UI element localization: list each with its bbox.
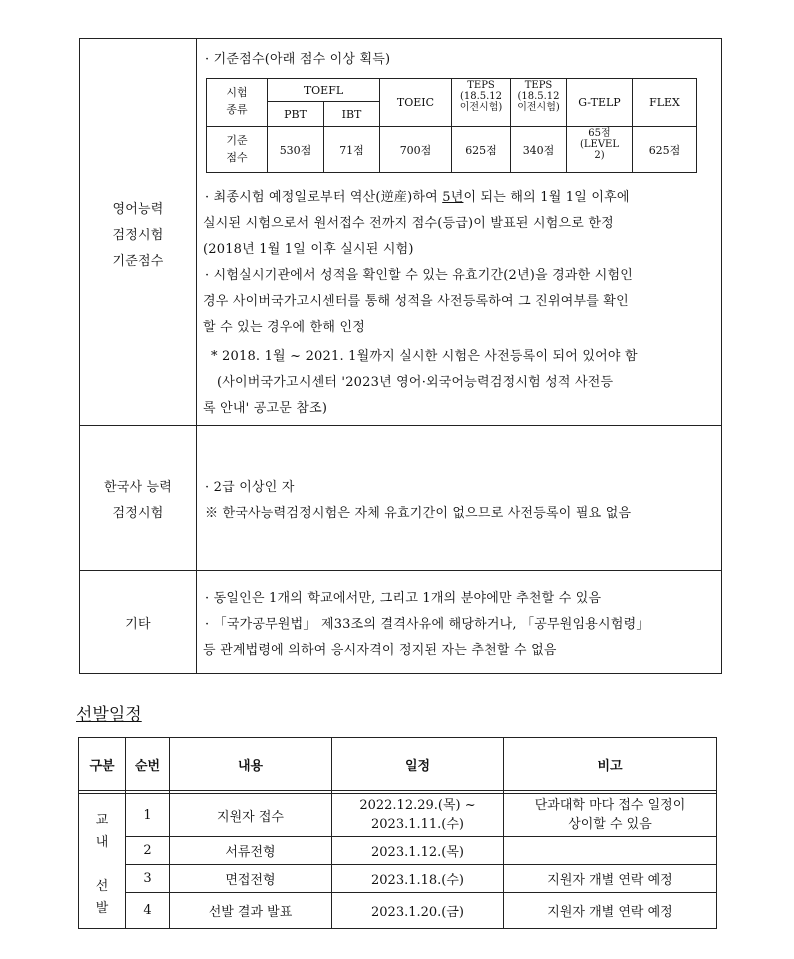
group-label-campus: 교 내 선 발 <box>95 813 109 916</box>
gtelp-score: 65점 (LEVEL 2) <box>579 128 619 161</box>
history-note-2: ※ 한국사능력검정시험은 자체 유효기간이 없으므로 사전등록이 필요 없음 <box>205 506 632 521</box>
teps-old-header: TEPS (18.5.12 이전시험) <box>517 80 560 113</box>
toefl-header: TOEFL <box>303 83 344 97</box>
score-intro: · 기준점수(아래 점수 이상 획득) <box>205 52 391 67</box>
col-note-header: 비고 <box>597 758 623 774</box>
col-group-header: 구분 <box>89 758 115 774</box>
col-seq-header: 순번 <box>134 758 161 774</box>
col-content-header: 내용 <box>237 758 264 774</box>
etc-note-2: · 「국가공무원법」 제33조의 결격사유에 해당하거나, 「공무원임용시험령」 <box>205 617 650 632</box>
etc-label: 기타 <box>125 617 151 632</box>
teps-new-header: TEPS (18.5.12 이전시험) <box>459 80 503 113</box>
history-note-1: · 2급 이상인 자 <box>205 480 295 495</box>
schedule-heading: 선발일정 <box>76 705 142 725</box>
col-date-header: 일정 <box>404 758 431 774</box>
etc-note-3: 등 관계법령에 의하여 응시자격이 정지된 자는 추천할 수 없음 <box>203 643 557 658</box>
etc-note-1: · 동일인은 1개의 학교에서만, 그리고 1개의 분야에만 추천할 수 있음 <box>205 591 602 606</box>
